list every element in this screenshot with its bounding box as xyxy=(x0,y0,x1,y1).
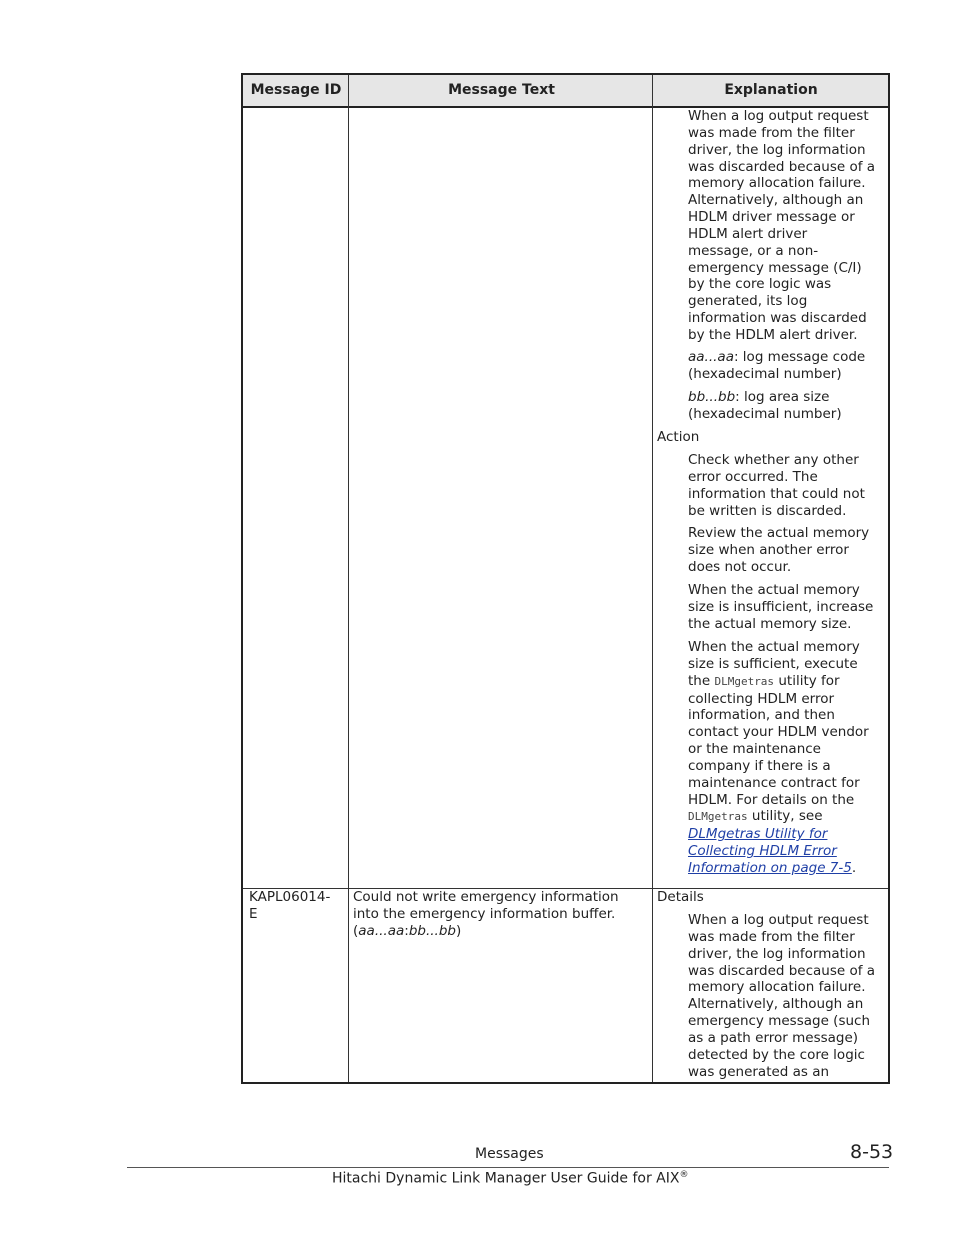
line: was generated as an xyxy=(688,1063,830,1080)
aa-desc: : log message code xyxy=(733,349,866,365)
dlmgetras-reference-link[interactable]: Collecting HDLM Error xyxy=(688,843,837,860)
line: Review the actual memory xyxy=(688,525,870,541)
page-number: 8-53 xyxy=(850,1141,894,1163)
dlmgetras-code: DLMgetras xyxy=(714,674,775,688)
line: message, or a non- xyxy=(688,242,819,259)
line: HDLM driver message or xyxy=(688,209,855,226)
line: emergency message (C/I) xyxy=(688,259,862,276)
utility-see: utility, see xyxy=(747,808,823,825)
line: was made from the filter xyxy=(688,124,855,141)
aa-variable-desc xyxy=(688,349,865,383)
action-step-1 xyxy=(688,452,865,519)
line: When a log output request xyxy=(688,912,869,928)
message-text-line: into the emergency information buffer. xyxy=(353,905,616,922)
dlmgetras-reference-link[interactable]: Information on page 7-5 xyxy=(688,859,852,876)
line: information was discarded xyxy=(688,310,867,327)
line: was discarded because of a xyxy=(688,962,876,979)
aa-desc-2: (hexadecimal number) xyxy=(688,365,842,382)
line: size is insufficient, increase xyxy=(688,598,874,615)
line: was discarded because of a xyxy=(688,158,876,175)
dlmgetras-code: DLMgetras xyxy=(688,810,748,824)
line: be written is discarded. xyxy=(688,502,847,519)
action-step-2 xyxy=(688,525,869,576)
bb-desc-2: (hexadecimal number) xyxy=(688,405,842,422)
message-id: KAPL06014- xyxy=(249,889,331,905)
message-text-cell xyxy=(353,889,619,940)
line: maintenance contract for xyxy=(688,774,860,791)
column-divider xyxy=(348,75,349,1082)
line: Alternatively, although an xyxy=(688,192,864,209)
header-message-id: Message ID xyxy=(250,82,342,98)
line: HDLM. For details on the xyxy=(688,791,855,808)
line: or the maintenance xyxy=(688,741,821,758)
line: Check whether any other xyxy=(688,452,859,468)
line: company if there is a xyxy=(688,757,831,774)
utility-for: utility for xyxy=(774,672,840,689)
line: memory allocation failure. xyxy=(688,979,866,996)
action-step-4 xyxy=(688,639,869,877)
line: by the core logic was xyxy=(688,276,832,293)
line: collecting HDLM error xyxy=(688,690,835,707)
bb-variable: bb...bb xyxy=(408,922,456,939)
line: size is sufficient, execute xyxy=(688,655,858,672)
column-divider xyxy=(652,75,653,1082)
action-step-3 xyxy=(688,582,873,633)
book-title-text: Hitachi Dynamic Link Manager User Guide for AIX xyxy=(332,1170,680,1187)
line: memory allocation failure. xyxy=(688,175,866,192)
line: When the actual memory xyxy=(688,639,860,655)
line: information, and then xyxy=(688,707,835,724)
bb-variable: bb...bb xyxy=(688,389,736,405)
message-text-line: Could not write emergency information xyxy=(353,889,619,905)
details-text xyxy=(688,108,875,344)
line: driver, the log information xyxy=(688,141,866,158)
line: does not occur. xyxy=(688,558,792,575)
line: was made from the filter xyxy=(688,928,855,945)
line: by the HDLM alert driver. xyxy=(688,326,858,343)
line: error occurred. The xyxy=(688,468,818,485)
line: driver, the log information xyxy=(688,945,866,962)
bb-variable-desc xyxy=(688,389,842,423)
the-word: the xyxy=(688,672,715,689)
header-explanation: Explanation xyxy=(724,82,818,98)
line: as a path error message) xyxy=(688,1029,859,1046)
footer-section-title: Messages xyxy=(475,1146,544,1162)
header-message-text: Message Text xyxy=(448,82,555,98)
dlmgetras-reference-link[interactable]: DLMgetras Utility for xyxy=(688,826,828,843)
footer-book-title xyxy=(332,1170,688,1187)
footer-rule xyxy=(127,1167,889,1168)
action-label: Action xyxy=(657,429,700,445)
registered-mark: ® xyxy=(679,1170,689,1180)
bb-desc: : log area size xyxy=(735,389,830,405)
line: Alternatively, although an xyxy=(688,996,864,1013)
details-label: Details xyxy=(657,889,704,905)
colon: : xyxy=(404,922,409,939)
aa-variable: aa...aa xyxy=(358,922,405,939)
line: When a log output request xyxy=(688,108,869,124)
message-id-suffix: E xyxy=(249,905,258,922)
line: information that could not xyxy=(688,485,865,502)
table-header xyxy=(243,75,888,108)
line: detected by the core logic xyxy=(688,1046,865,1063)
row2-details-text xyxy=(688,912,875,1080)
line: size when another error xyxy=(688,541,849,558)
line: When the actual memory xyxy=(688,582,860,598)
paren-close: ) xyxy=(455,922,462,939)
line: contact your HDLM vendor xyxy=(688,724,869,741)
message-id-cell xyxy=(249,889,330,923)
line: the actual memory size. xyxy=(688,615,852,632)
paren-open: ( xyxy=(353,922,359,939)
line: generated, its log xyxy=(688,293,808,310)
line: HDLM alert driver xyxy=(688,225,808,242)
line: emergency message (such xyxy=(688,1013,871,1030)
aa-variable: aa...aa xyxy=(688,349,734,365)
period: . xyxy=(851,859,857,876)
